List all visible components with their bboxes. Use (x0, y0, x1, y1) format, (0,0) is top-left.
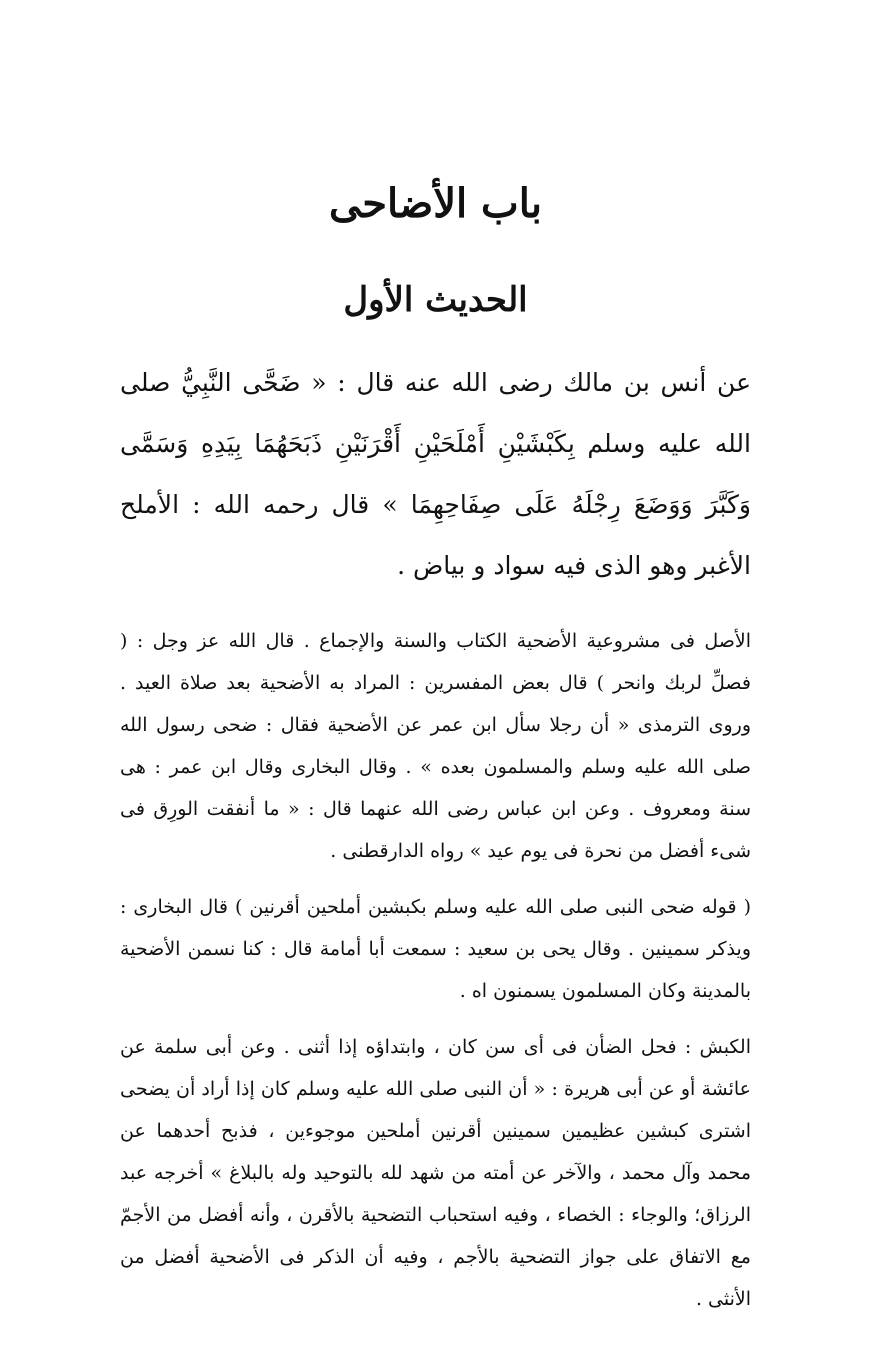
hadith-heading: الحديث الأول (343, 280, 528, 320)
chapter-title: باب الأضاحى (328, 180, 543, 227)
commentary-paragraph-1 (120, 620, 751, 872)
hadith-text: عن أنس بن مالك رضى الله عنه قال : « ضَحَّى النَّبِيُّ صلى الله عليه وسلم بِكَبْشَيْنِ أَمْلَحَيْنِ أَقْرَنَيْنِ ذَبَحَهُمَا بِيَدِهِ وَسَمَّى وَكَبَّرَ وَوَضَعَ رِجْلَهُ عَلَى صِفَاحِهِمَا » قال رحمه الله : الأملح الأغبر وهو الذى فيه سواد و بياض . (120, 368, 751, 580)
commentary-paragraph-3 (120, 1026, 751, 1320)
commentary-paragraph-2 (120, 886, 751, 1012)
commentary-text: الكبش : فحل الضأن فى أى سن كان ، وابتداؤه إذا أثنى . وعن أبى سلمة عن عائشة أو عن أبى هريرة : « أن النبى صلى الله عليه وسلم كان إذا أراد أن يضحى اشترى كبشين عظيمين سمينين أقرنين أملحين موجوءين ، فذبح أحدهما عن محمد وآل محمد ، والآخر عن أمته من شهد لله بالتوحيد وله بالبلاغ » أخرجه عبد الرزاق؛ والوجاء : الخصاء ، وفيه استحباب التضحية بالأقرن ، وأنه أفضل من الأجمّ مع الاتفاق على جواز التضحية بالأجم ، وفيه أن الذكر فى الأضحية أفضل من الأنثى . (120, 1036, 751, 1310)
commentary-text: الأصل فى مشروعية الأضحية الكتاب والسنة والإجماع . قال الله عز وجل : ( فصلِّ لربك وانحر ) قال بعض المفسرين : المراد به الأضحية بعد صلاة العيد . وروى الترمذى « أن رجلا سأل ابن عمر عن الأضحية فقال : ضحى رسول الله صلى الله عليه وسلم والمسلمون بعده » . وقال البخارى وقال ابن عمر : هى سنة ومعروف . وعن ابن عباس رضى الله عنهما قال : « ما أنفقت الورِق فى شىء أفضل من نحرة فى يوم عيد » رواه الدارقطنى . (120, 630, 751, 862)
commentary-text: ( قوله ضحى النبى صلى الله عليه وسلم بكبشين أملحين أقرنين ) قال البخارى : ويذكر سمينين . وقال يحى بن سعيد : سمعت أبا أمامة قال : كنا نسمن الأضحية بالمدينة وكان المسلمون يسمنون اه . (120, 896, 751, 1002)
